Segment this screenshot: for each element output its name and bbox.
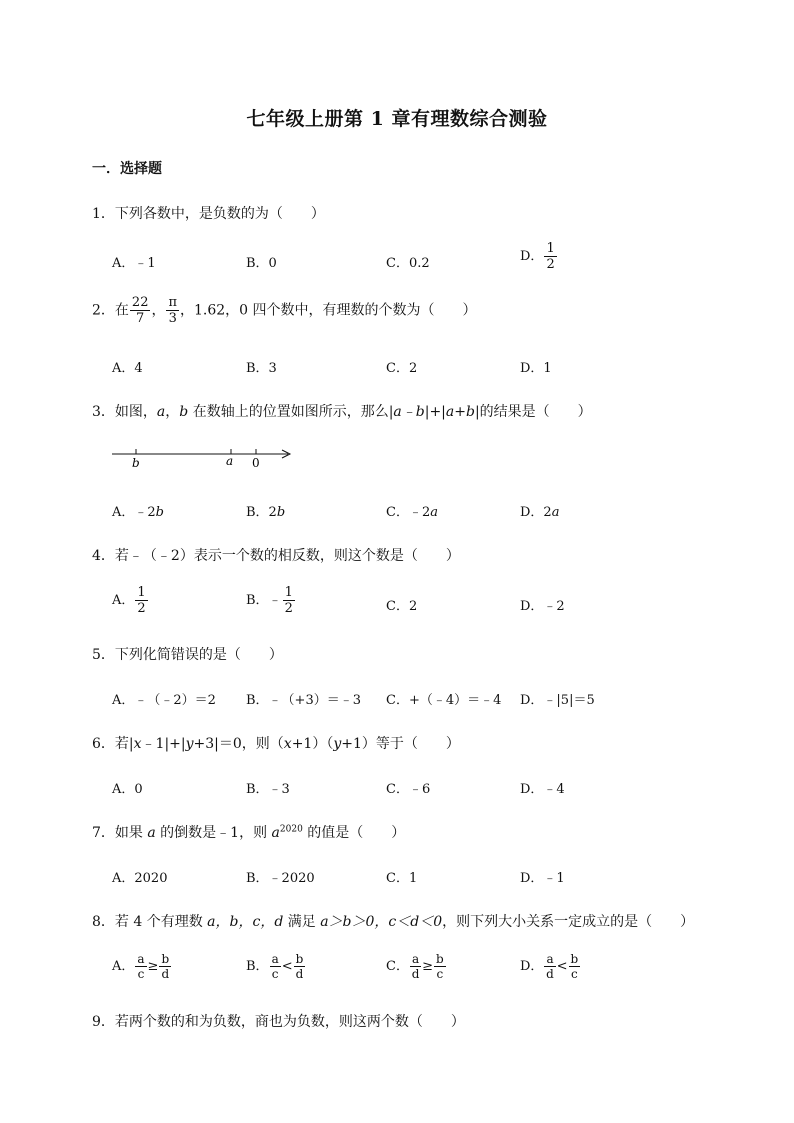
relation-symbol: ≥ [422,959,434,974]
numerator: b [570,952,579,966]
q2-option-a: A．4 [112,361,143,376]
fraction-pi-3 [166,296,179,325]
q1-option-d [520,242,558,271]
q5-option-b: B．﹣（+3）＝﹣3 [246,693,361,708]
stem-text: 7．如果 [92,825,148,841]
relation-symbol: < [281,959,293,974]
fraction [544,953,555,980]
variable-x: x [133,736,142,752]
expression: a﹣b [393,404,425,420]
q5-option-a: A．﹣（﹣2）＝2 [112,693,216,708]
numerator: a [546,952,554,966]
q3-option-d [520,501,559,520]
variable: a [551,505,560,520]
q5-option-d: D．﹣|5|＝5 [520,693,595,708]
q8-option-d [520,953,581,980]
variables: a，b，c，d [207,914,284,930]
q3-option-b [246,501,285,520]
q3-option-c [386,501,438,520]
variable-y: y [185,736,194,752]
exponent: 2020 [279,824,303,835]
option-label: B．﹣ [246,593,282,608]
denominator: 2 [546,257,555,272]
numerator: 1 [284,585,293,600]
q2-option-b: B．3 [246,361,277,376]
stem-text: 6．若| [92,736,134,752]
option-text: C．﹣2 [386,505,431,520]
q1-option-c: C．0.2 [386,256,430,271]
option-text: A．﹣2 [112,505,156,520]
denominator: 2 [137,601,146,616]
label-a: a [226,454,234,468]
separator: ， [165,404,180,420]
stem-text: 8．若 4 个有理数 [92,914,208,930]
numerator: a [411,952,420,966]
q6-option-a: A．0 [112,782,143,797]
variable-b: b [179,404,189,420]
fraction [135,586,147,615]
q6-option-d: D．﹣4 [520,782,565,797]
q7-option-a: A．2020 [112,871,168,886]
fraction [135,953,146,980]
question-5-stem: 5．下列化简错误的是（ ） [92,647,283,663]
q2-option-c: C．2 [386,361,418,376]
section-heading: 一．选择题 [92,161,162,177]
option-text: B．2 [246,505,277,520]
q8-option-b [246,953,306,980]
q3-option-a [112,501,164,520]
variable-a: a [147,825,156,841]
denominator: c [570,967,578,981]
question-8-stem [92,911,694,931]
q2-option-d: D．1 [520,361,552,376]
numerator: 22 [131,295,149,310]
denominator: 7 [136,311,145,326]
label-0: 0 [252,456,260,470]
stem-text: 2．在 [92,302,129,319]
stem-text: 满足 [283,914,321,930]
stem-text: +3|＝0，则（ [193,736,284,752]
number-line-figure [108,440,298,472]
q8-option-a [112,953,172,980]
question-2-stem [92,296,477,325]
question-9-stem: 9．若两个数的和为负数，商也为负数，则这两个数（ ） [92,1014,465,1030]
q6-option-b: B．﹣3 [246,782,290,797]
stem-text: ﹣1|+| [141,736,186,752]
q7-option-b: B．﹣2020 [246,871,315,886]
numerator: 1 [546,241,555,256]
variable-a: a [156,404,166,420]
relation-symbol: ≥ [147,959,159,974]
option-label: D． [520,959,544,974]
question-4-stem: 4．若﹣（﹣2）表示一个数的相反数，则这个数是（ ） [92,548,460,564]
stem-text: 的倒数是﹣1，则 [155,825,272,841]
stem-text: +1）等于（ ） [341,736,460,752]
fraction [159,953,171,980]
fraction [569,953,581,980]
stem-text: |+| [424,404,446,420]
q4-option-c: C．2 [386,599,418,614]
option-label: C． [386,959,409,974]
separator: ， [151,302,166,319]
stem-text: 的值是（ ） [302,825,406,841]
fraction [410,953,421,980]
q5-option-c: C．+（﹣4）＝﹣4 [386,693,502,708]
condition: a＞b＞0，c＜d＜0 [320,914,443,930]
question-1-stem: 1．下列各数中，是负数的为（ ） [92,206,325,222]
question-6-stem [92,733,460,753]
numerator: a [271,952,279,966]
variable: b [276,505,286,520]
variable: b [155,505,164,520]
denominator: 2 [284,601,293,616]
variable: a [430,505,438,520]
label-b: b [132,456,140,470]
fraction [270,953,281,980]
option-label: D． [520,249,544,264]
q8-option-c [386,953,447,980]
page-title: 七年级上册第 1 章有理数综合测验 [246,108,548,130]
stem-text: +1）（ [291,736,334,752]
fraction-22-7 [130,296,151,325]
variable-x: x [283,736,292,752]
q7-option-c: C．1 [386,871,418,886]
fraction [544,242,556,271]
fraction [294,953,306,980]
denominator: d [546,967,554,981]
variable-a: a [271,825,280,841]
stem-text: ，1.62，0 四个数中，有理数的个数为（ ） [180,302,477,319]
option-label: A． [112,959,135,974]
question-3-stem [92,401,592,421]
q4-option-b [246,586,296,615]
fraction [283,586,295,615]
q4-option-a [112,586,149,615]
denominator: d [295,967,304,981]
denominator: 3 [168,311,177,326]
denominator: c [436,967,444,981]
numerator: a [137,952,145,966]
numerator: b [295,952,304,966]
question-7-stem [92,822,405,842]
option-label: A． [112,593,135,608]
numerator: b [161,952,170,966]
stem-text: 在数轴上的位置如图所示，那么| [188,404,394,420]
denominator: d [161,967,170,981]
option-text: D．2 [520,505,552,520]
variable-y: y [333,736,342,752]
stem-text: |的结果是（ ） [474,404,592,420]
q4-option-d: D．﹣2 [520,599,565,614]
relation-symbol: < [556,959,568,974]
option-label: B． [246,959,269,974]
stem-text: 3．如图， [92,404,157,420]
expression: a+b [445,404,475,420]
stem-text: ，则下列大小关系一定成立的是（ ） [442,914,695,930]
denominator: c [271,967,279,981]
q6-option-c: C．﹣6 [386,782,431,797]
fraction [434,953,446,980]
numerator: b [436,952,444,966]
q7-option-d: D．﹣1 [520,871,565,886]
denominator: c [137,967,145,981]
numerator: π [168,295,178,310]
numerator: 1 [137,585,146,600]
q1-option-b: B．0 [246,256,277,271]
denominator: d [411,967,420,981]
q1-option-a: A．﹣1 [112,256,156,271]
